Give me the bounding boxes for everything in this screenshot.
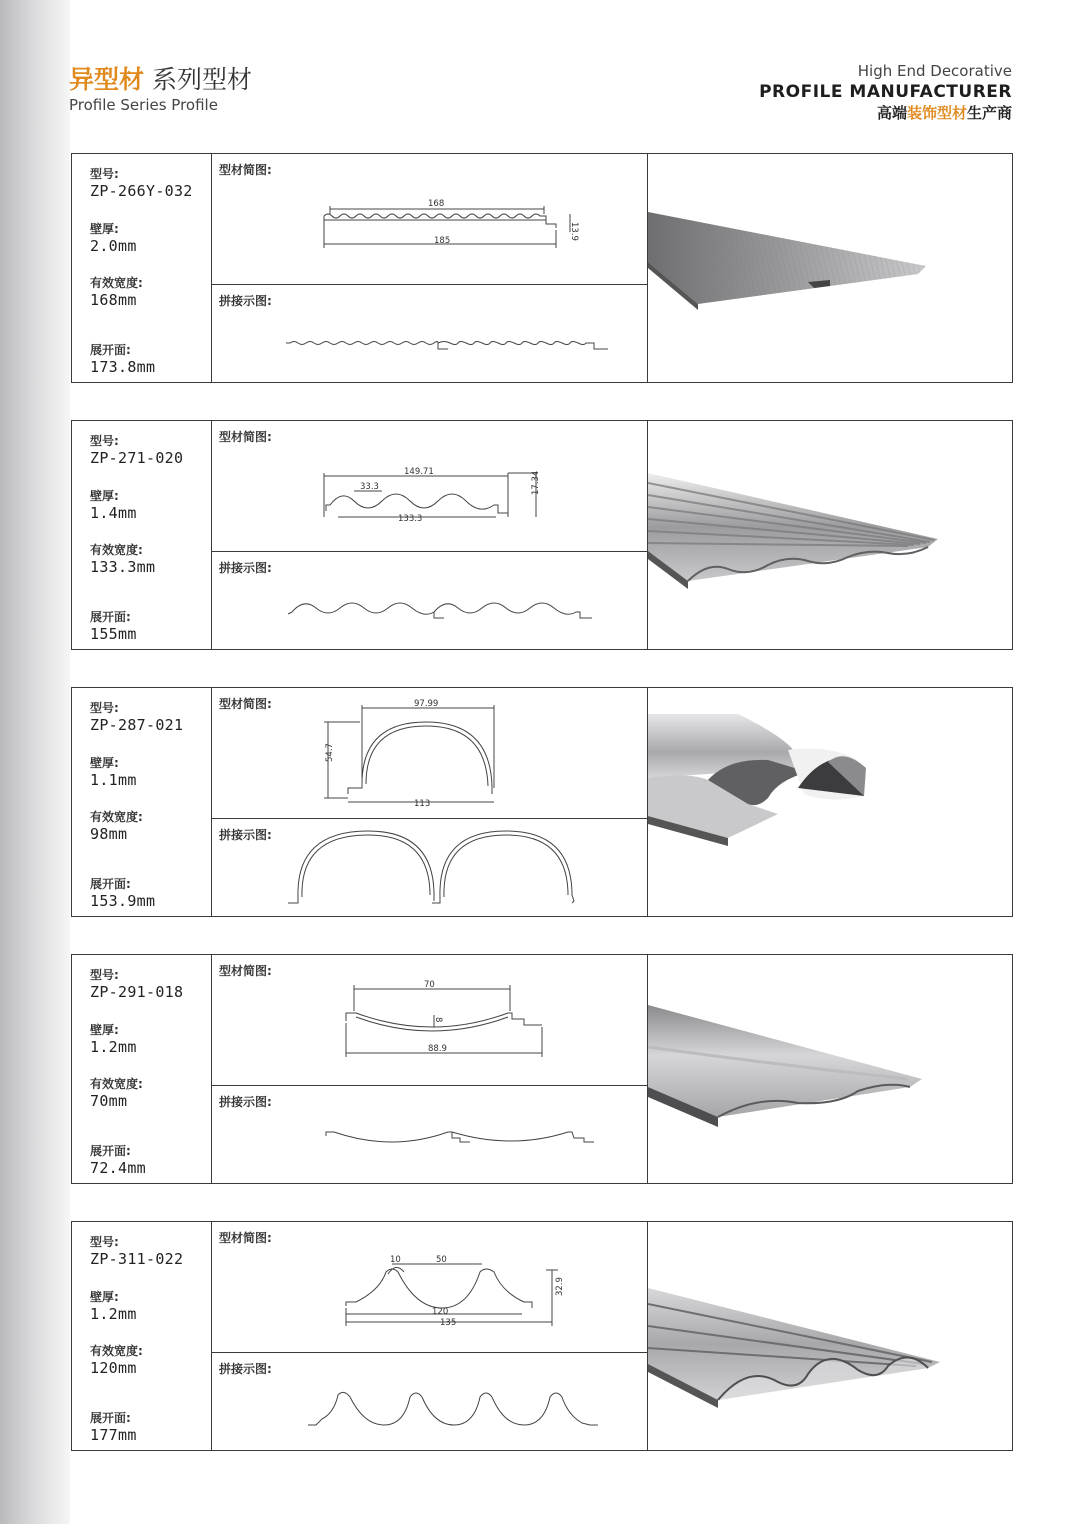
spec-width bbox=[90, 275, 143, 309]
brand-headline: PROFILE MANUFACTURER bbox=[759, 82, 1012, 102]
model-label: 型号: bbox=[90, 701, 119, 715]
dim-height: 17.34 bbox=[531, 470, 541, 495]
profile-drawing-label: 型材简图: bbox=[219, 430, 272, 444]
thickness-label: 壁厚: bbox=[90, 756, 119, 770]
profile-render-image bbox=[648, 154, 1012, 382]
brand-cn-part3: 生产商 bbox=[966, 104, 1012, 122]
thickness-value: 1.1mm bbox=[90, 771, 137, 789]
profile-drawing-panel bbox=[212, 1222, 647, 1353]
thickness-label: 壁厚: bbox=[90, 489, 119, 503]
profile-cross-section-diagram bbox=[212, 955, 646, 1085]
width-value: 133.3mm bbox=[90, 558, 156, 576]
spec-unfolded bbox=[90, 609, 137, 643]
model-label: 型号: bbox=[90, 968, 119, 982]
product-card-1 bbox=[71, 153, 1013, 383]
thickness-label: 壁厚: bbox=[90, 1290, 119, 1304]
profile-cross-section-diagram bbox=[212, 1222, 646, 1352]
product-photo bbox=[648, 154, 1012, 382]
dim-width: 120 bbox=[432, 1307, 449, 1317]
page-title bbox=[69, 64, 252, 96]
page-binding-shadow bbox=[0, 0, 70, 1524]
profile-render-image bbox=[648, 955, 1012, 1183]
spec-column bbox=[72, 955, 212, 1183]
page-header-left bbox=[69, 64, 252, 114]
profile-drawing-panel bbox=[212, 688, 647, 819]
width-value: 70mm bbox=[90, 1092, 128, 1110]
dim-overall: 135 bbox=[440, 1318, 457, 1328]
model-value: ZP-291-018 bbox=[90, 983, 184, 1001]
model-value: ZP-266Y-032 bbox=[90, 182, 193, 200]
product-photo bbox=[648, 1222, 1012, 1450]
profile-cross-section-diagram bbox=[212, 688, 646, 818]
profile-drawing-label: 型材简图: bbox=[219, 964, 272, 978]
drawing-column bbox=[212, 1222, 648, 1450]
product-card-2 bbox=[71, 420, 1013, 650]
dim-overall: 88.9 bbox=[428, 1044, 447, 1054]
product-card-4 bbox=[71, 954, 1013, 1184]
drawing-column bbox=[212, 421, 648, 649]
drawing-column bbox=[212, 688, 648, 916]
spec-width bbox=[90, 542, 155, 576]
spec-thickness bbox=[90, 1289, 137, 1323]
dim-width: 70 bbox=[424, 980, 435, 990]
joint-assembly-diagram bbox=[212, 552, 646, 649]
joint-drawing-panel bbox=[212, 1086, 647, 1183]
spec-width bbox=[90, 1076, 143, 1110]
model-value: ZP-287-021 bbox=[90, 716, 184, 734]
title-rest: 系列型材 bbox=[152, 65, 253, 94]
thickness-value: 2.0mm bbox=[90, 237, 137, 255]
joint-assembly-diagram bbox=[212, 1353, 646, 1450]
unfolded-label: 展开面: bbox=[90, 1411, 131, 1425]
profile-cross-section-diagram bbox=[212, 421, 646, 551]
product-card-3 bbox=[71, 687, 1013, 917]
spec-thickness bbox=[90, 221, 137, 255]
brand-cn-part1: 高端 bbox=[876, 104, 907, 122]
width-label: 有效宽度: bbox=[90, 1344, 143, 1358]
profile-drawing-panel bbox=[212, 421, 647, 552]
spec-width bbox=[90, 1343, 143, 1377]
unfolded-value: 177mm bbox=[90, 1426, 137, 1444]
dim-overall: 185 bbox=[434, 236, 451, 246]
profile-drawing-panel bbox=[212, 955, 647, 1086]
width-label: 有效宽度: bbox=[90, 810, 143, 824]
drawing-column bbox=[212, 955, 648, 1183]
profile-cross-section-diagram bbox=[212, 154, 646, 284]
drawing-column bbox=[212, 154, 648, 382]
product-card-5 bbox=[71, 1221, 1013, 1451]
joint-drawing-label: 拼接示图: bbox=[219, 561, 272, 575]
spec-thickness bbox=[90, 488, 137, 522]
spec-thickness bbox=[90, 1022, 137, 1056]
page-subtitle: Profile Series Profile bbox=[69, 96, 218, 114]
width-value: 120mm bbox=[90, 1359, 137, 1377]
width-value: 168mm bbox=[90, 291, 137, 309]
dim-overall: 113 bbox=[414, 799, 431, 809]
unfolded-value: 153.9mm bbox=[90, 892, 156, 910]
spec-column bbox=[72, 1222, 212, 1450]
unfolded-label: 展开面: bbox=[90, 877, 131, 891]
profile-drawing-label: 型材简图: bbox=[219, 1231, 272, 1245]
dim-width: 97.99 bbox=[414, 699, 439, 709]
dim-width: 168 bbox=[428, 199, 445, 209]
dim-height: 32.9 bbox=[555, 1277, 565, 1296]
joint-drawing-panel bbox=[212, 1353, 647, 1450]
spec-model bbox=[90, 967, 183, 1001]
width-label: 有效宽度: bbox=[90, 276, 143, 290]
product-photo bbox=[648, 688, 1012, 916]
dim-arc: 50 bbox=[436, 1255, 447, 1265]
joint-drawing-panel bbox=[212, 552, 647, 649]
spec-unfolded bbox=[90, 876, 155, 910]
model-label: 型号: bbox=[90, 167, 119, 181]
spec-column bbox=[72, 421, 212, 649]
brand-chinese-line bbox=[759, 103, 1012, 123]
profile-drawing-panel bbox=[212, 154, 647, 285]
joint-drawing-label: 拼接示图: bbox=[219, 828, 272, 842]
width-value: 98mm bbox=[90, 825, 128, 843]
profile-drawing-label: 型材简图: bbox=[219, 163, 272, 177]
spec-model bbox=[90, 700, 183, 734]
spec-width bbox=[90, 809, 143, 843]
model-label: 型号: bbox=[90, 1235, 119, 1249]
spec-unfolded bbox=[90, 1143, 146, 1177]
model-value: ZP-271-020 bbox=[90, 449, 184, 467]
spec-model bbox=[90, 1234, 183, 1268]
spec-model bbox=[90, 166, 193, 200]
spec-thickness bbox=[90, 755, 137, 789]
dim-width: 133.3 bbox=[398, 514, 423, 524]
unfolded-value: 155mm bbox=[90, 625, 137, 643]
joint-drawing-label: 拼接示图: bbox=[219, 1362, 272, 1376]
joint-drawing-label: 拼接示图: bbox=[219, 1095, 272, 1109]
profile-render-image bbox=[648, 1222, 1012, 1450]
dim-height: 13.9 bbox=[569, 222, 579, 241]
page-header-right bbox=[759, 61, 1012, 123]
spec-unfolded bbox=[90, 342, 155, 376]
profile-render-image bbox=[648, 421, 1012, 649]
dim-lip: 10 bbox=[390, 1255, 401, 1265]
thickness-value: 1.4mm bbox=[90, 504, 137, 522]
thickness-value: 1.2mm bbox=[90, 1038, 137, 1056]
model-label: 型号: bbox=[90, 434, 119, 448]
joint-drawing-panel bbox=[212, 819, 647, 916]
spec-column bbox=[72, 154, 212, 382]
joint-assembly-diagram bbox=[212, 819, 646, 916]
width-label: 有效宽度: bbox=[90, 543, 143, 557]
unfolded-label: 展开面: bbox=[90, 1144, 131, 1158]
dim-pitch: 33.3 bbox=[360, 482, 379, 492]
unfolded-label: 展开面: bbox=[90, 343, 131, 357]
joint-drawing-panel bbox=[212, 285, 647, 382]
brand-cn-part2: 装饰型材 bbox=[906, 104, 967, 122]
thickness-label: 壁厚: bbox=[90, 1023, 119, 1037]
width-label: 有效宽度: bbox=[90, 1077, 143, 1091]
spec-unfolded bbox=[90, 1410, 137, 1444]
brand-tagline: High End Decorative bbox=[857, 62, 1012, 80]
joint-drawing-label: 拼接示图: bbox=[219, 294, 272, 308]
thickness-label: 壁厚: bbox=[90, 222, 119, 236]
unfolded-value: 173.8mm bbox=[90, 358, 156, 376]
product-photo bbox=[648, 421, 1012, 649]
thickness-value: 1.2mm bbox=[90, 1305, 137, 1323]
unfolded-label: 展开面: bbox=[90, 610, 131, 624]
dim-depth: 8 bbox=[433, 1017, 443, 1023]
profile-render-image bbox=[648, 688, 1012, 916]
spec-model bbox=[90, 433, 183, 467]
profile-drawing-label: 型材简图: bbox=[219, 697, 272, 711]
joint-assembly-diagram bbox=[212, 1086, 646, 1183]
dim-height: 54.7 bbox=[325, 743, 335, 762]
model-value: ZP-311-022 bbox=[90, 1250, 184, 1268]
product-photo bbox=[648, 955, 1012, 1183]
title-accent: 异型材 bbox=[69, 65, 145, 94]
unfolded-value: 72.4mm bbox=[90, 1159, 146, 1177]
joint-assembly-diagram bbox=[212, 285, 646, 382]
dim-top: 149.71 bbox=[404, 467, 434, 477]
spec-column bbox=[72, 688, 212, 916]
